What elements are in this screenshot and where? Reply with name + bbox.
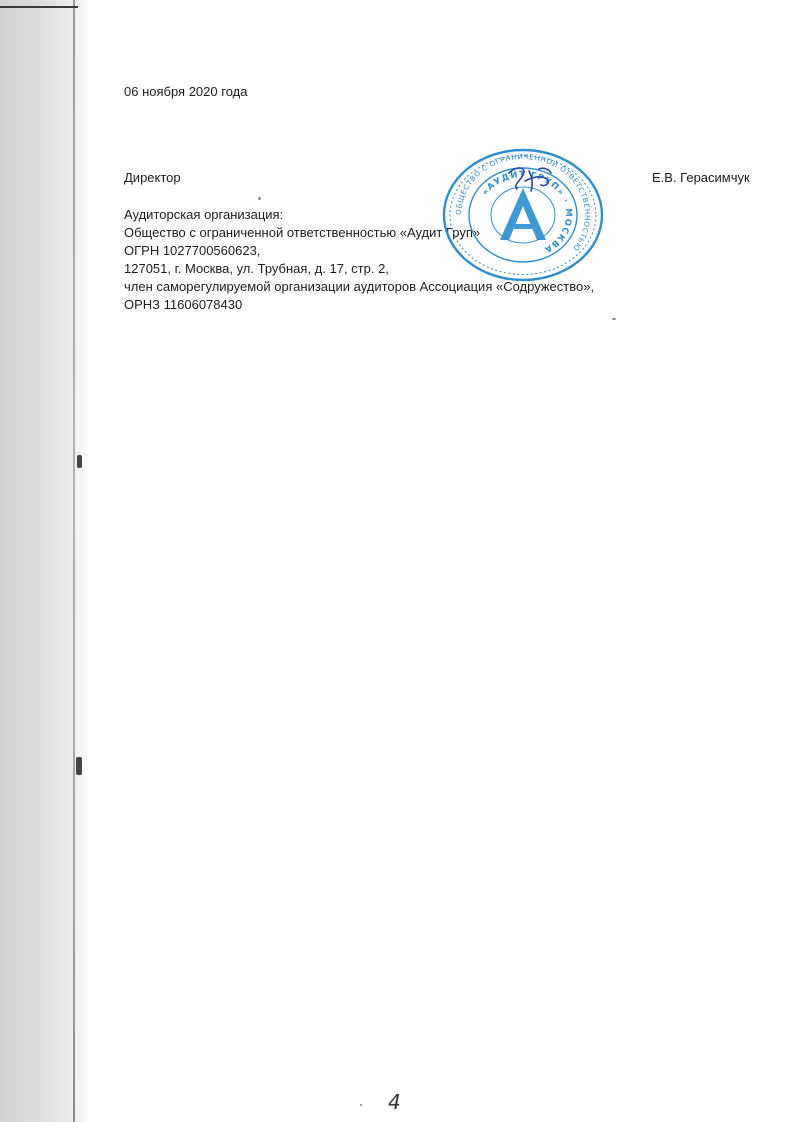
scan-speck xyxy=(612,318,616,320)
scan-speck xyxy=(360,1104,362,1106)
page-number: 4 xyxy=(388,1090,401,1114)
svg-text:ОБЩЕСТВО С ОГРАНИЧЕННОЙ ОТВЕТС: ОБЩЕСТВО С ОГРАНИЧЕННОЙ ОТВЕТСТВЕННОСТЬЮ xyxy=(453,151,593,253)
handwritten-signature xyxy=(503,161,559,197)
auditor-company: Общество с ограниченной ответственностью «Аудит Груп» xyxy=(124,225,481,240)
binding-mark xyxy=(77,455,82,468)
signatory-name: Е.В. Герасимчук xyxy=(652,170,750,185)
auditor-membership: член саморегулируемой организации аудиторов Ассоциация «Содружество», xyxy=(124,279,595,294)
signatory-position: Директор xyxy=(124,170,181,185)
binding-line xyxy=(73,0,75,1122)
auditor-heading: Аудиторская организация: xyxy=(124,207,284,222)
svg-text:«АУДИТ ГРУП» · МОСКВА: «АУДИТ ГРУП» · МОСКВА xyxy=(480,169,574,255)
binding-mark xyxy=(76,757,82,775)
top-rule xyxy=(0,6,78,8)
scan-speck xyxy=(258,197,261,200)
auditor-address: 127051, г. Москва, ул. Трубная, д. 17, стр. 2, xyxy=(124,261,389,276)
auditor-ornz: ОРНЗ 11606078430 xyxy=(124,297,243,312)
document-date: 06 ноября 2020 года xyxy=(124,84,248,99)
auditor-ogrn: ОГРН 1027700560623, xyxy=(124,243,261,258)
